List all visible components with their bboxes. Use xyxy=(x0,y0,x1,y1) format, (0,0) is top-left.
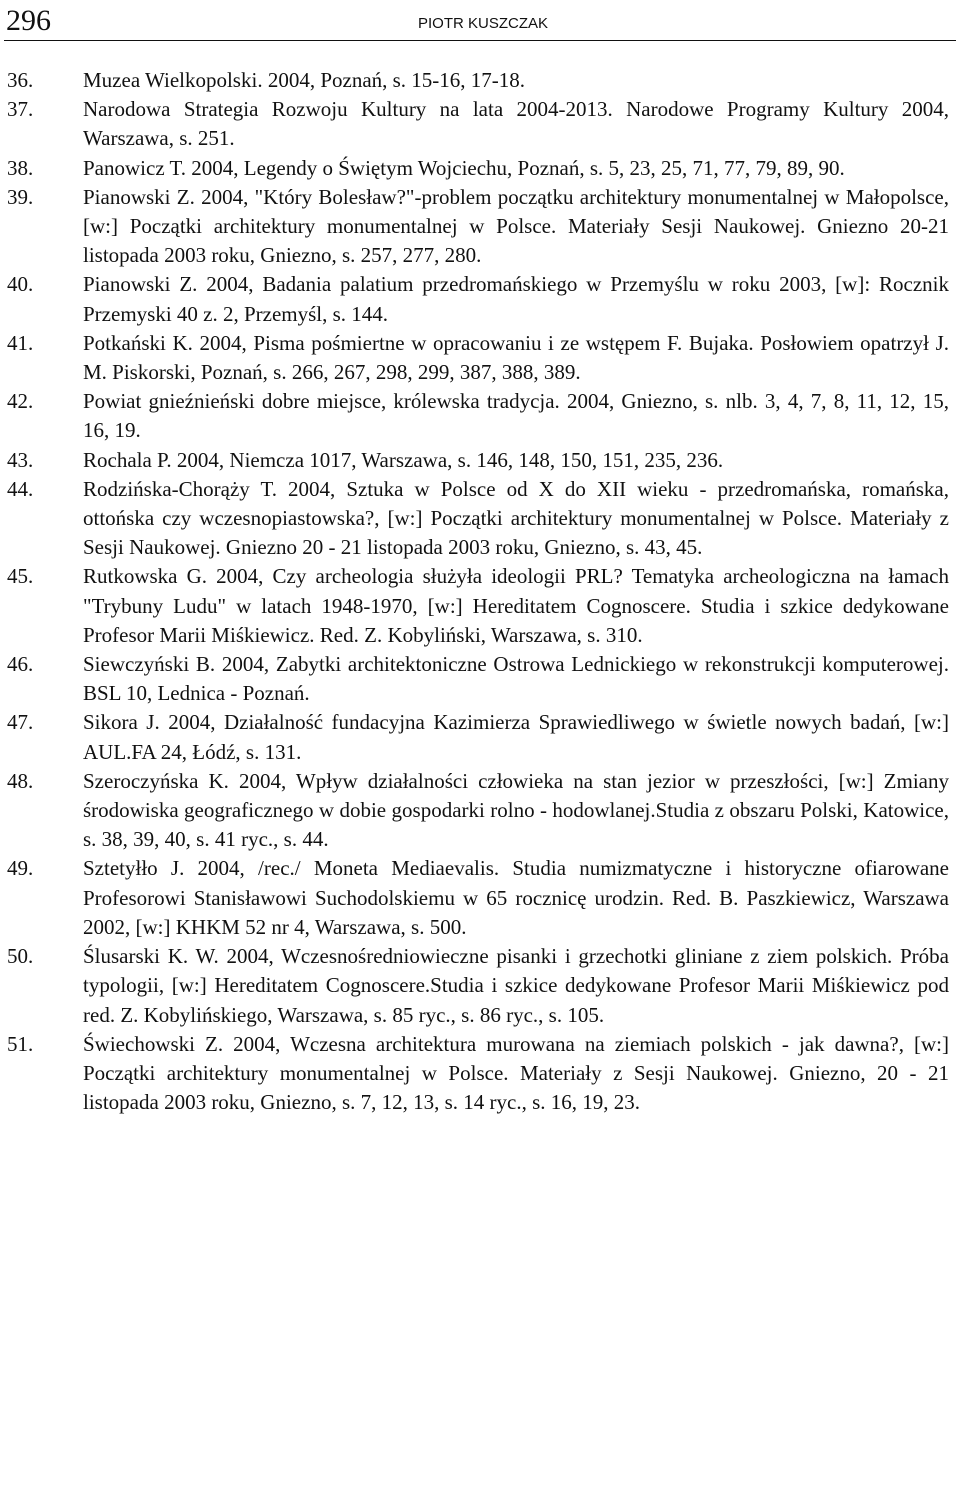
entry-text: Ślusarski K. W. 2004, Wczesnośredniowieczne pisanki i grzechotki gliniane z ziem polskich. Próba typologii, [w:] Hereditatem Cognoscere.Studia i szkice dedykowane Profesor Marii Miśkiewicz pod red. Z. Kobylińskiego, Warszawa, s. 85 ryc., s. 86 ryc., s. 105. xyxy=(83,944,949,1027)
entry-number: 51. xyxy=(7,1031,34,1056)
bibliography-entry-41 xyxy=(0,329,949,387)
bibliography-entry-45 xyxy=(0,562,949,650)
page-number: 296 xyxy=(6,4,51,37)
entry-number: 46. xyxy=(7,652,34,677)
entry-number: 36. xyxy=(7,68,34,92)
entry-number: 48. xyxy=(7,768,34,793)
entry-number: 49. xyxy=(7,856,34,881)
entry-number: 42. xyxy=(7,389,34,414)
bibliography-entry-51 xyxy=(0,1030,949,1118)
entry-number: 40. xyxy=(7,272,34,297)
entry-text: Siewczyński B. 2004, Zabytki architektoniczne Ostrowa Lednickiego w rekonstrukcji komputerowej. BSL 10, Lednica - Poznań. xyxy=(83,652,949,706)
entry-number: 41. xyxy=(7,330,34,355)
entry-text: Sztetyłło J. 2004, /rec./ Moneta Mediaevalis. Studia numizmatyczne i historyczne ofiarowane Profesorowi Stanisławowi Suchodolskiemu w 65 rocznicę urodzin. Red. B. Paszkiewicz, Warszawa 2002, [w:] KHKM 52 nr 4, Warszawa, s. 500. xyxy=(83,856,949,939)
bibliography-entry-43 xyxy=(0,446,949,475)
entry-text: Rodzińska-Chorąży T. 2004, Sztuka w Polsce od X do XII wieku - przedromańska, romańska, ottońska czy wczesnopiastowska?, [w:] Początki architektury monumentalnej w Polsce. Materiały z Sesji Naukowej. Gniezno 20 - 21 listopada 2003 roku, Gniezno, s. 43, 45. xyxy=(83,476,949,560)
page-header xyxy=(4,4,956,41)
entry-number: 37. xyxy=(7,97,34,122)
entry-text: Potkański K. 2004, Pisma pośmiertne w opracowaniu i ze wstępem F. Bujaka. Posłowiem opatrzył J. M. Piskorski, Poznań, s. 266, 267, 298, 299, 387, 388, 389. xyxy=(83,330,949,385)
bibliography-entry-36 xyxy=(0,66,949,95)
entry-number: 43. xyxy=(7,447,34,472)
running-head: PIOTR KUSZCZAK xyxy=(418,15,549,32)
bibliography-entry-37 xyxy=(0,95,949,153)
entry-text: Muzea Wielkopolski. 2004, Poznań, s. 15-16, 17-18. xyxy=(83,68,526,92)
entry-number: 44. xyxy=(7,476,34,501)
entry-text: Szeroczyńska K. 2004, Wpływ działalności człowieka na stan jezior w przeszłości, [w:] Zmiany środowiska geograficznego w dobie gospodarki rolno - hodowlanej.Studia z obszaru Polski, Katowice, s. 38, 39, 40, s. 41 ryc., s. 44. xyxy=(83,768,949,852)
entry-text: Narodowa Strategia Rozwoju Kultury na lata 2004-2013. Narodowe Programy Kultury 2004, Warszawa, s. 251. xyxy=(83,97,949,151)
entry-number: 38. xyxy=(7,155,34,180)
bibliography-entry-47 xyxy=(0,708,949,766)
entry-number: 39. xyxy=(7,184,34,209)
entry-text: Świechowski Z. 2004, Wczesna architektura murowana na ziemiach polskich - jak dawna?, [w:] Początki architektury monumentalnej w Polsce. Materiały z Sesji Naukowej. Gniezno, 20 - 21 listopada 2003 roku, Gniezno, s. 7, 12, 13, s. 14 ryc., s. 16, 19, 23. xyxy=(83,1031,949,1115)
entry-text: Sikora J. 2004, Działalność fundacyjna Kazimierza Sprawiedliwego w świetle nowych badań, [w:] AUL.FA 24, Łódź, s. 131. xyxy=(83,710,949,764)
bibliography-entry-50 xyxy=(0,942,949,1030)
bibliography-entry-38 xyxy=(0,154,949,183)
entry-text: Pianowski Z. 2004, Badania palatium przedromańskiego w Przemyślu w roku 2003, [w]: Rocznik Przemyski 40 z. 2, Przemyśl, s. 144. xyxy=(83,272,949,326)
entry-text: Powiat gnieźnieński dobre miejsce, królewska tradycja. 2004, Gniezno, s. nlb. 3, 4, 7, 8, 11, 12, 15, 16, 19. xyxy=(83,389,949,443)
bibliography-entry-39 xyxy=(0,183,949,271)
bibliography-entry-46 xyxy=(0,650,949,708)
entry-text: Panowicz T. 2004, Legendy o Świętym Wojciechu, Poznań, s. 5, 23, 25, 71, 77, 79, 89, 90. xyxy=(83,155,845,180)
entry-number: 45. xyxy=(7,564,34,589)
bibliography-entry-40 xyxy=(0,270,949,328)
entry-number: 47. xyxy=(7,710,34,735)
bibliography-entry-48 xyxy=(0,767,949,855)
bibliography-entry-44 xyxy=(0,475,949,563)
bibliography-entry-49 xyxy=(0,854,949,942)
entry-number: 50. xyxy=(7,944,34,969)
entry-text: Rutkowska G. 2004, Czy archeologia służyła ideologii PRL? Tematyka archeologiczna na łamach "Trybuny Ludu" w latach 1948-1970, [w:] Hereditatem Cognoscere. Studia i szkice dedykowane Profesor Marii Miśkiewicz. Red. Z. Kobyliński, Warszawa, s. 310. xyxy=(83,564,949,647)
entry-text: Pianowski Z. 2004, "Który Bolesław?"-problem początku architektury monumentalnej w Małopolsce, [w:] Początki architektury monumentalnej w Polsce. Materiały Sesji Naukowej. Gniezno 20-21 listopada 2003 roku, Gniezno, s. 257, 277, 280. xyxy=(83,184,949,268)
bibliography-entry-42 xyxy=(0,387,949,445)
bibliography-list xyxy=(0,66,960,1117)
entry-text: Rochala P. 2004, Niemcza 1017, Warszawa, s. 146, 148, 150, 151, 235, 236. xyxy=(83,447,724,472)
